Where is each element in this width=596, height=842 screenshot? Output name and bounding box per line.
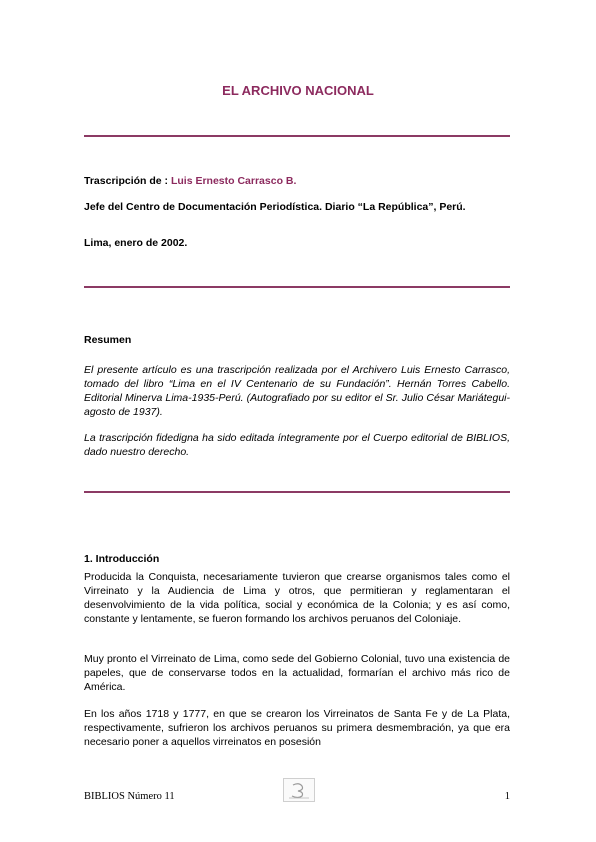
body-paragraph-3: En los años 1718 y 1777, en que se crearon los Virreinatos de Santa Fe y de La Plata, respectivamente, sufrieron los archivos peruanos su primera desmembración, ya que era necesario poner a aquellos virreinatos en posesión xyxy=(84,708,510,748)
section-heading: 1. Introducción xyxy=(84,553,160,565)
place-date: Lima, enero de 2002. xyxy=(84,237,188,249)
body-paragraph-1: Producida la Conquista, necesariamente tuvieron que crearse organismos tales como el Virreinato y la Audiencia de Lima y otros, que permitieran y reglamentaran el desenvolvimiento de la vida política, social y económica de la Colonia; y es así como, constante y lentamente, se fueron formando los archivos peruanos del Coloniaje. xyxy=(84,571,510,625)
page-title: EL ARCHIVO NACIONAL xyxy=(222,83,374,98)
page-footer xyxy=(84,791,510,802)
transcription-line xyxy=(84,174,510,188)
footer-journal: BIBLIOS Número 11 xyxy=(84,791,175,802)
divider-bottom xyxy=(84,491,510,493)
transcription-label: Trascripción de : xyxy=(84,175,171,187)
divider-middle xyxy=(84,286,510,288)
abstract-paragraph-2: La trascripción fidedigna ha sido editada íntegramente por el Cuerpo editorial de BIBLIOS, dado nuestro derecho. xyxy=(84,432,510,458)
author-role: Jefe del Centro de Documentación Periodística. Diario “La República”, Perú. xyxy=(84,201,466,213)
abstract-heading: Resumen xyxy=(84,334,132,346)
abstract-paragraph-1: El presente artículo es una trascripción realizada por el Archivero Luis Ernesto Carrasco, tomado del libro “Lima en el IV Centenario de su Fundación”. Hernán Torres Cabello. Editorial Minerva Lima-1935-Perú. (Autografiado por su editor el Sr. Julio César Mariátegui-agosto de 1937). xyxy=(84,364,510,418)
page-number: 1 xyxy=(504,791,510,802)
body-paragraph-2: Muy pronto el Virreinato de Lima, como sede del Gobierno Colonial, tuvo una existencia de papeles, que de conservarse todos en la actualidad, formarían el archivo más rico de América. xyxy=(84,653,510,693)
transcriber-name: Luis Ernesto Carrasco B. xyxy=(170,175,297,187)
divider-top xyxy=(84,135,510,137)
